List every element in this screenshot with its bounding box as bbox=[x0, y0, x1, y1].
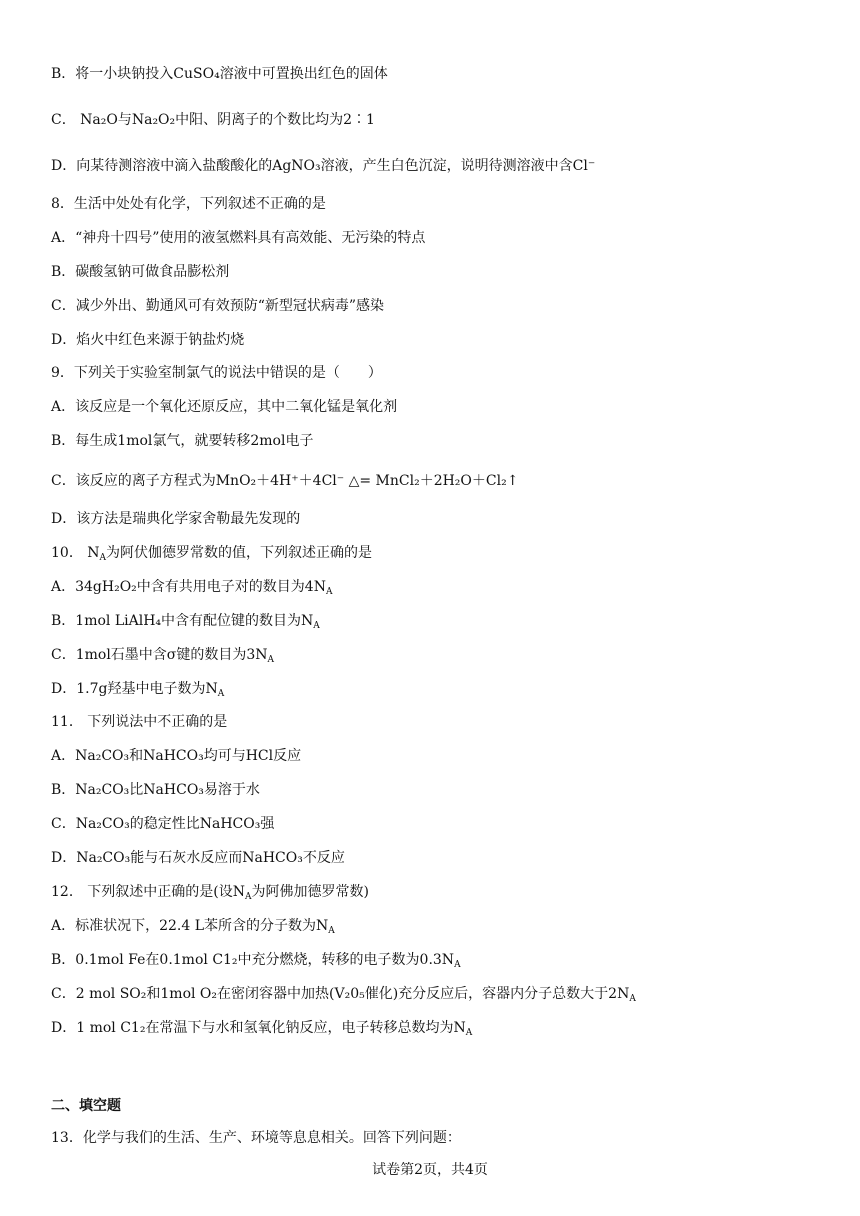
q8-option-c: C．减少外出、勤通风可有效预防“新型冠状病毒”感染 bbox=[51, 298, 385, 314]
q11-option-b: B．Na₂CO₃比NaHCO₃易溶于水 bbox=[51, 782, 260, 798]
q9-option-c: C．该反应的离子方程式为MnO₂＋4H⁺＋4Cl⁻ △= MnCl₂＋2H₂O＋Cl₂↑ bbox=[51, 473, 519, 489]
q9-option-d: D．该方法是瑞典化学家舍勒最先发现的 bbox=[51, 511, 301, 527]
q11-option-c: C．Na₂CO₃的稳定性比NaHCO₃强 bbox=[51, 816, 275, 832]
q10-option-c: C．1mol石墨中含σ键的数目为$3N_A$ bbox=[51, 647, 275, 665]
q12-option-c: C．2 mol SO₂和1mol O₂在密闭容器中加热(V₂0₅催化)充分反应后，容器内分子总数大于$2N_A$ bbox=[51, 986, 636, 1004]
q7-option-c: C． Na₂O与Na₂O₂中阳、阴离子的个数比均为2∶1 bbox=[51, 112, 375, 128]
q13-stem: 13．化学与我们的生活、生产、环境等息息相关。回答下列问题： bbox=[51, 1130, 461, 1146]
q8-option-a: A．“神舟十四号”使用的液氢燃料具有高效能、无污染的特点 bbox=[51, 230, 426, 246]
q12-option-b: B．0.1mol Fe在0.1mol C1₂中充分燃烧，转移的电子数为$0.3N_A$ bbox=[51, 952, 461, 970]
section-heading: 二、填空题 bbox=[51, 1098, 121, 1114]
q12-option-a: A．标准状况下，22.4 L苯所含的分子数为$N_A$ bbox=[51, 918, 335, 936]
q12-option-d: D．1 mol C1₂在常温下与水和氢氧化钠反应，电子转移总数均为$N_A$ bbox=[51, 1020, 473, 1038]
q11-option-a: A．Na₂CO₃和NaHCO₃均可与HCl反应 bbox=[51, 748, 302, 764]
q7-option-b: B．将一小块钠投入CuSO₄溶液中可置换出红色的固体 bbox=[51, 66, 388, 82]
q7-option-d: D．向某待测溶液中滴入盐酸酸化的AgNO₃溶液，产生白色沉淀，说明待测溶液中含Cl⁻ bbox=[51, 158, 596, 174]
q10-stem: 10． $N_A$为阿伏伽德罗常数的值，下列叙述正确的是 bbox=[51, 545, 373, 563]
q8-option-b: B．碳酸氢钠可做食品膨松剂 bbox=[51, 264, 230, 280]
q12-stem: 12． 下列叙述中正确的是(设$N_A$为阿佛加德罗常数) bbox=[51, 884, 369, 902]
q8-option-d: D．焰火中红色来源于钠盐灼烧 bbox=[51, 332, 245, 348]
q9-option-b: B．每生成1mol氯气，就要转移2mol电子 bbox=[51, 433, 314, 449]
q10-option-b: B．1mol LiAlH₄中含有配位键的数目为$N_A$ bbox=[51, 613, 320, 631]
q9-option-a: A．该反应是一个氧化还原反应，其中二氧化锰是氧化剂 bbox=[51, 399, 398, 415]
q9-stem: 9．下列关于实验室制氯气的说法中错误的是（ ） bbox=[51, 365, 382, 381]
q11-option-d: D．Na₂CO₃能与石灰水反应而NaHCO₃不反应 bbox=[51, 850, 345, 866]
q10-option-d: D．1.7g羟基中电子数为$N_A$ bbox=[51, 681, 225, 699]
q11-stem: 11． 下列说法中不正确的是 bbox=[51, 714, 228, 730]
q8-stem: 8．生活中处处有化学，下列叙述不正确的是 bbox=[51, 196, 326, 212]
page-footer: 试卷第2页，共4页 bbox=[372, 1162, 488, 1178]
q10-option-a: A．34gH₂O₂中含有共用电子对的数目为$4N_A$ bbox=[51, 579, 333, 597]
